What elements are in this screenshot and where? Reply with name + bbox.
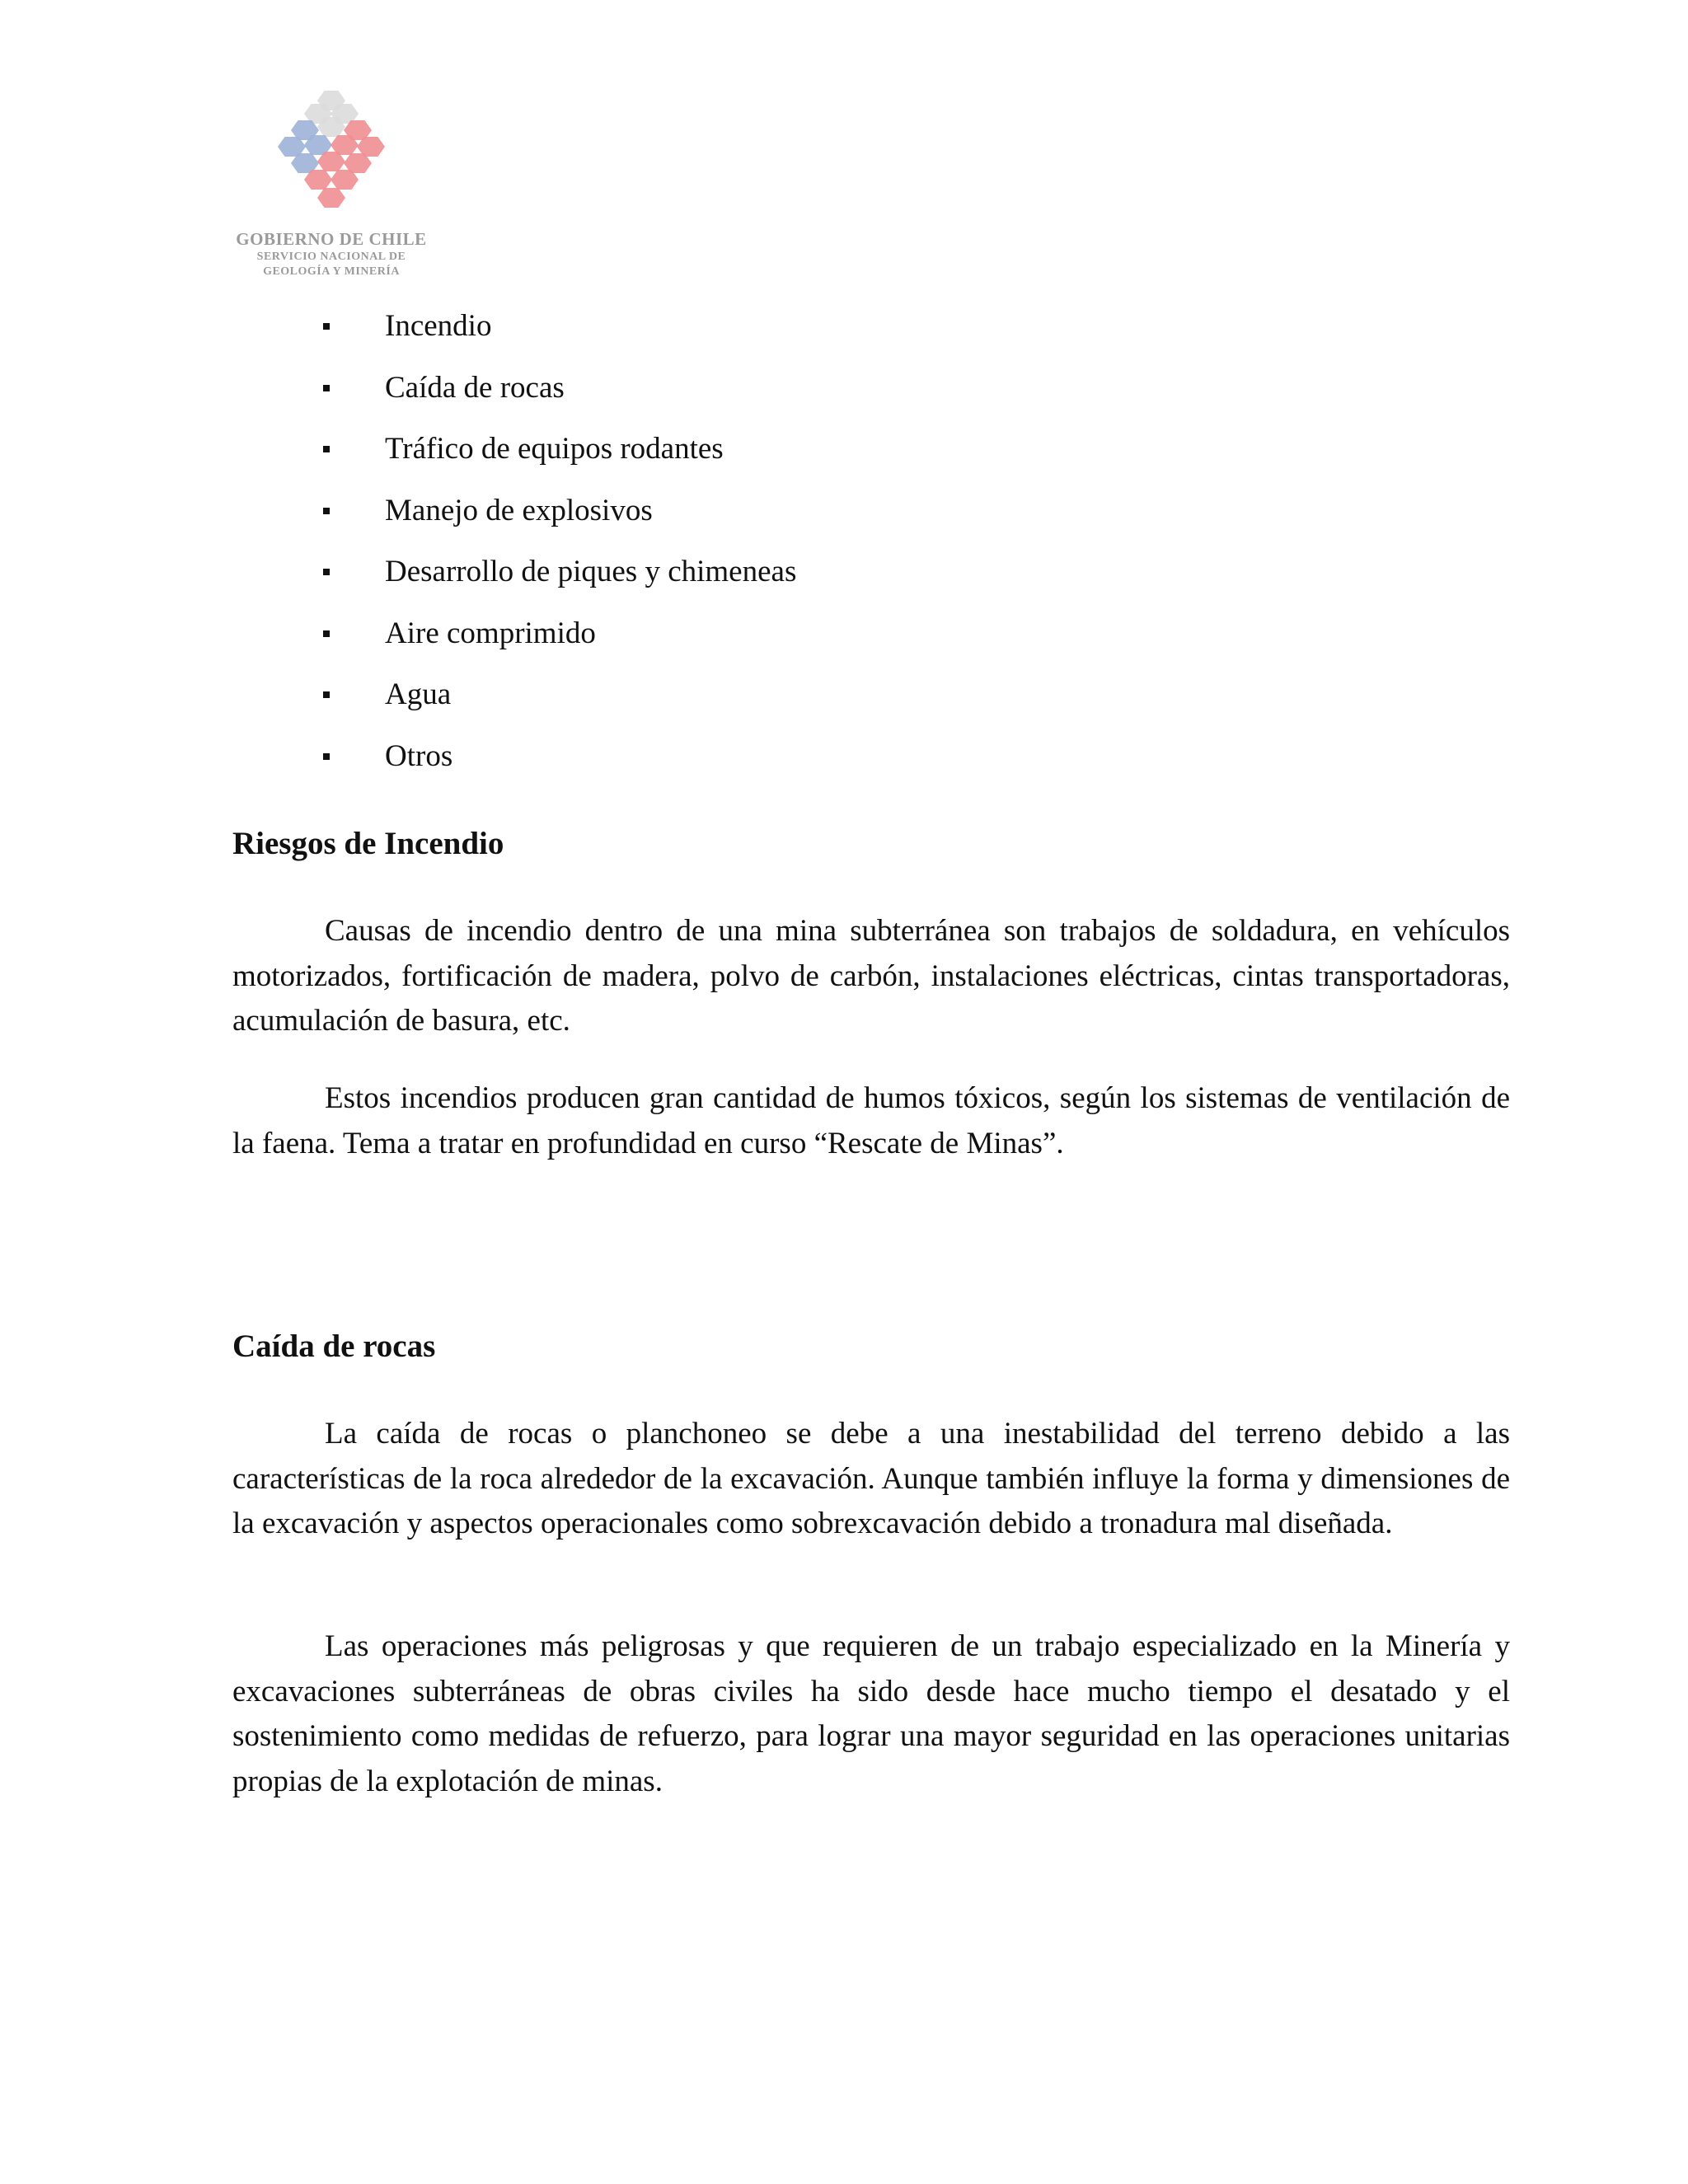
logo-subtitle-2: GEOLOGÍA Y MINERÍA <box>263 265 400 278</box>
square-bullet-icon <box>323 753 330 760</box>
list-item-text: Caída de rocas <box>385 370 565 405</box>
list-item <box>323 368 796 430</box>
paragraph-caida-operaciones: Las operaciones más peligrosas y que requieren de un trabajo especializado en la Minería y excavaciones subterráneas de obras civiles ha sido desde hace mucho tiempo el desatado y el sostenimiento como medidas de refuerzo, para lograr una mayor seguridad en las operaciones unitarias propias de la explotación de minas. <box>232 1629 1510 1798</box>
paragraph-incendio-causas: Causas de incendio dentro de una mina subterránea son trabajos de soldadura, en vehículos motorizados, fortificación de madera, polvo de carbón, instalaciones eléctricas, cintas transportadoras, acumulación de basura, etc. <box>232 914 1510 1038</box>
list-item-text: Incendio <box>385 309 492 343</box>
square-bullet-icon <box>323 385 330 391</box>
square-bullet-icon <box>323 323 330 330</box>
list-item <box>323 614 796 676</box>
logo-mark-icon <box>260 89 402 225</box>
logo-gem-shape <box>317 188 345 208</box>
section-heading-incendio: Riesgos de Incendio <box>232 826 504 861</box>
square-bullet-icon <box>323 508 330 514</box>
list-item <box>323 675 796 737</box>
section-heading-caida-de-rocas: Caída de rocas <box>232 1329 436 1364</box>
square-bullet-icon <box>323 446 330 452</box>
paragraph-incendio-humos: Estos incendios producen gran cantidad de humos tóxicos, según los sistemas de ventilación de la faena. Tema a tratar en profundidad en curso “Rescate de Minas”. <box>232 1081 1510 1160</box>
gobierno-de-chile-logo <box>232 89 430 284</box>
list-item-text: Manejo de explosivos <box>385 493 653 527</box>
list-item <box>323 429 796 491</box>
list-item-text: Tráfico de equipos rodantes <box>385 432 724 466</box>
list-item-text: Agua <box>385 677 452 711</box>
list-item-text: Otros <box>385 738 453 773</box>
list-item <box>323 737 796 799</box>
list-item-text: Desarrollo de piques y chimeneas <box>385 555 797 588</box>
list-item <box>323 307 796 368</box>
hazard-list <box>323 307 796 798</box>
paragraph-caida-causas: La caída de rocas o planchoneo se debe a una inestabilidad del terreno debido a las características de la roca alrededor de la excavación. Aunque también influye la forma y dimensiones de la excavación y aspectos operacionales como sobrexcavación debido a tronadura mal diseñada. <box>232 1417 1510 1540</box>
square-bullet-icon <box>323 569 330 575</box>
list-item <box>323 491 796 553</box>
square-bullet-icon <box>323 630 330 637</box>
square-bullet-icon <box>323 691 330 698</box>
logo-title: GOBIERNO DE CHILE <box>236 229 427 249</box>
list-item <box>323 552 796 614</box>
list-item-text: Aire comprimido <box>385 616 596 650</box>
logo-subtitle-1: SERVICIO NACIONAL DE <box>256 251 406 263</box>
